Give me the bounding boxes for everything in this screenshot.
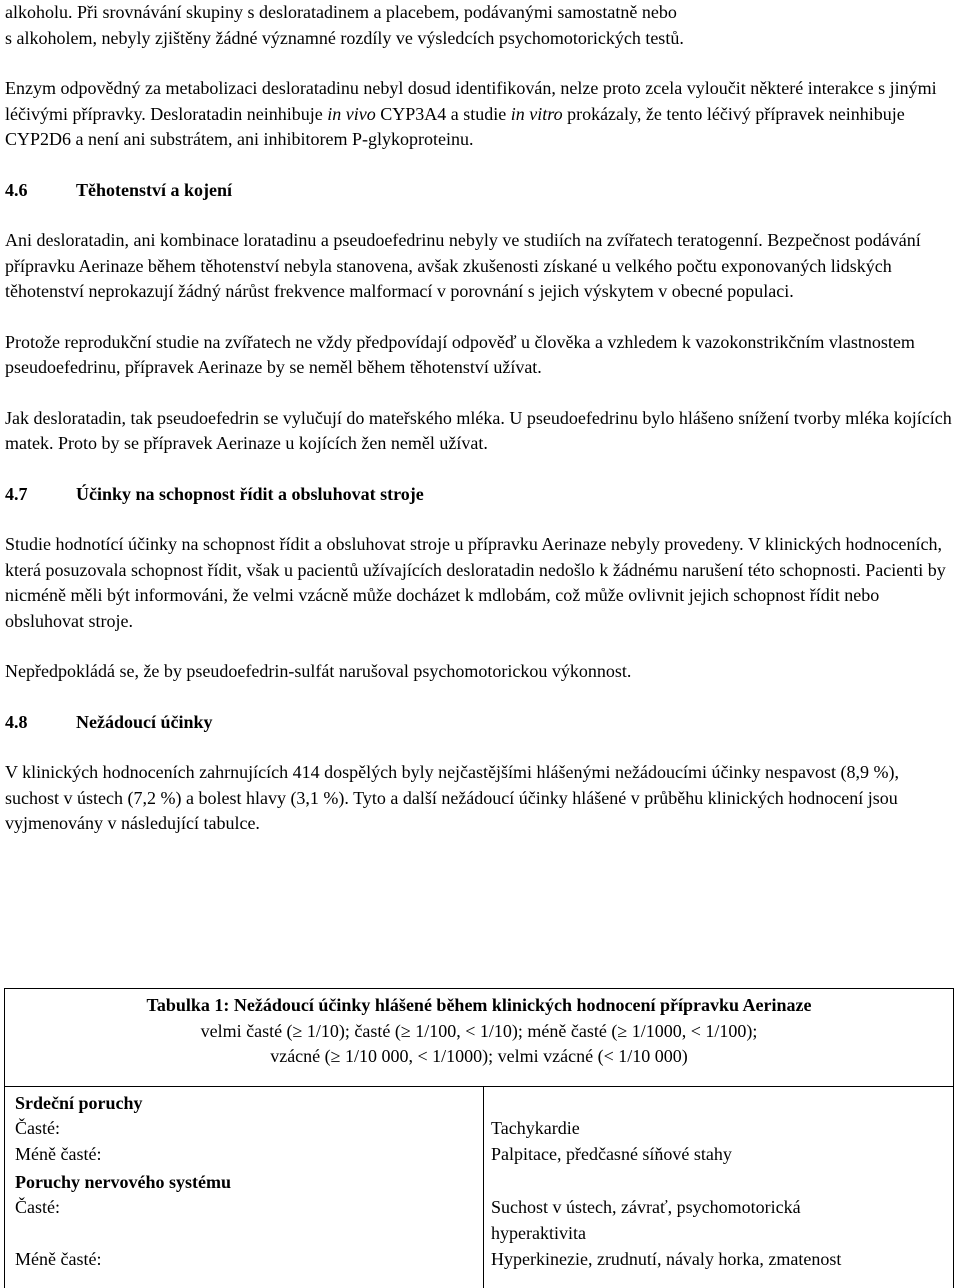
- table-row: [15, 1142, 955, 1168]
- paragraph-alcohol: [5, 0, 955, 51]
- paragraph-driving-2: Nepředpokládá se, že by pseudoefedrin-sulfát narušoval psychomotorickou výkonnost.: [5, 661, 632, 681]
- paragraph-adverse-1: V klinických hodnoceních zahrnujících 414 dospělých byly nejčastějšími hlášenými nežádoucími účinky nespavost (8,9 %), suchost v ústech (7,2 %) a bolest hlavy (3,1 %). Tyto a další nežádoucí účinky hlášené v průběhu klinických hodnocení jsou vyjmenovány v následující tabulce.: [5, 762, 899, 833]
- section-title: Těhotenství a kojení: [76, 179, 233, 200]
- table-row: [15, 1195, 955, 1243]
- table-legend-line1: velmi časté (≥ 1/10); časté (≥ 1/100, < 1/10); méně časté (≥ 1/1000, < 1/100);: [200, 1020, 758, 1041]
- adverse-effects-table: [4, 988, 954, 1288]
- paragraph-pregnancy-2: Protože reprodukční studie na zvířatech ne vždy předpovídají odpověď u člověka a vzhledem k vazokonstrikčním vlastnostem pseudoefedrinu, přípravek Aerinaze by se neměl během těhotenství užívat.: [5, 331, 915, 377]
- italic-text: in vitro: [510, 103, 563, 124]
- table-group-heading: Poruchy nervového systému: [15, 1172, 231, 1192]
- effect-cell: Palpitace, předčasné síňové stahy: [491, 1144, 732, 1164]
- frequency-label: Méně časté:: [15, 1249, 102, 1269]
- text-segment: prokázaly, že tento léčivý přípravek neinhibuje CYP2D6 a není ani substrátem, ani inhibitorem P-glykoproteinu.: [5, 103, 905, 149]
- paragraph-pregnancy-3: Jak desloratadin, tak pseudoefedrin se vylučují do mateřského mléka. U pseudoefedrinu bylo hlášeno snížení tvorby mléka kojících matek. Proto by se přípravek Aerinaze u kojících žen neměl užívat.: [5, 407, 952, 453]
- italic-text: in vivo: [327, 103, 376, 124]
- table-group-heading: Srdeční poruchy: [15, 1093, 143, 1113]
- paragraph-alcohol-line2: s alkoholem, nebyly zjištěny žádné významné rozdíly ve výsledcích psychomotorických testů.: [5, 27, 684, 48]
- table-title: Tabulka 1: Nežádoucí účinky hlášené během klinických hodnocení přípravku Aerinaze: [146, 995, 812, 1015]
- paragraph-enzyme: [5, 76, 955, 153]
- section-number: 4.6: [5, 179, 28, 200]
- effect-cell: Suchost v ústech, závrať, psychomotorická hyperaktivita: [491, 1197, 801, 1243]
- section-heading-4-6: [5, 178, 955, 204]
- effect-cell: Hyperkinezie, zrudnutí, návaly horka, zmatenost: [491, 1249, 842, 1269]
- section-number: 4.7: [5, 483, 28, 504]
- frequency-label: Časté:: [15, 1197, 60, 1217]
- section-heading-4-7: [5, 482, 955, 508]
- text-segment: Enzym odpovědný za metabolizaci desloratadinu nebyl dosud identifikován, nelze proto zcela vyloučit některé interakce s jinými léčivými přípravky. Desloratadin neinhibuje: [5, 78, 937, 124]
- effect-cell: Tachykardie: [491, 1118, 580, 1138]
- section-heading-4-8: [5, 710, 955, 736]
- section-title: Nežádoucí účinky: [76, 711, 213, 732]
- section-number: 4.8: [5, 711, 28, 732]
- section-title: Účinky na schopnost řídit a obsluhovat stroje: [76, 483, 424, 504]
- table-legend-line2: vzácné (≥ 1/10 000, < 1/1000); velmi vzácné (< 1/10 000): [270, 1046, 688, 1066]
- paragraph-alcohol-line1: alkoholu. Při srovnávání skupiny s desloratadinem a placebem, podávanými samostatně nebo: [5, 2, 677, 22]
- table-header: [5, 989, 953, 1070]
- table-row: [15, 1116, 955, 1142]
- paragraph-driving-1: Studie hodnotící účinky na schopnost řídit a obsluhovat stroje u přípravku Aerinaze nebyly provedeny. V klinických hodnoceních, která posuzovala schopnost řídit, však u pacientů užívajících desloratadin nedošlo k žádnému narušení této schopnosti. Pacienti by nicméně měli být informováni, že velmi vzácně může docházet k mdlobám, což může ovlivnit jejich schopnost řídit nebo obsluhovat stroje.: [5, 534, 946, 631]
- frequency-label: Méně časté:: [15, 1144, 102, 1164]
- table-divider: [5, 1086, 953, 1087]
- document-page: [5, 0, 955, 837]
- paragraph-pregnancy-1: Ani desloratadin, ani kombinace loratadinu a pseudoefedrinu nebyly ve studiích na zvířatech teratogenní. Bezpečnost podávání přípravku Aerinaze během těhotenství nebyla stanovena, avšak zkušenosti získané u velkého počtu exponovaných lidských těhotenství neprokazují žádný nárůst frekvence malformací v porovnání s jejich výskytem v obecné populaci.: [5, 230, 921, 301]
- text-segment: CYP3A4 a studie: [375, 103, 511, 124]
- table-row: [15, 1247, 955, 1273]
- frequency-label: Časté:: [15, 1118, 60, 1138]
